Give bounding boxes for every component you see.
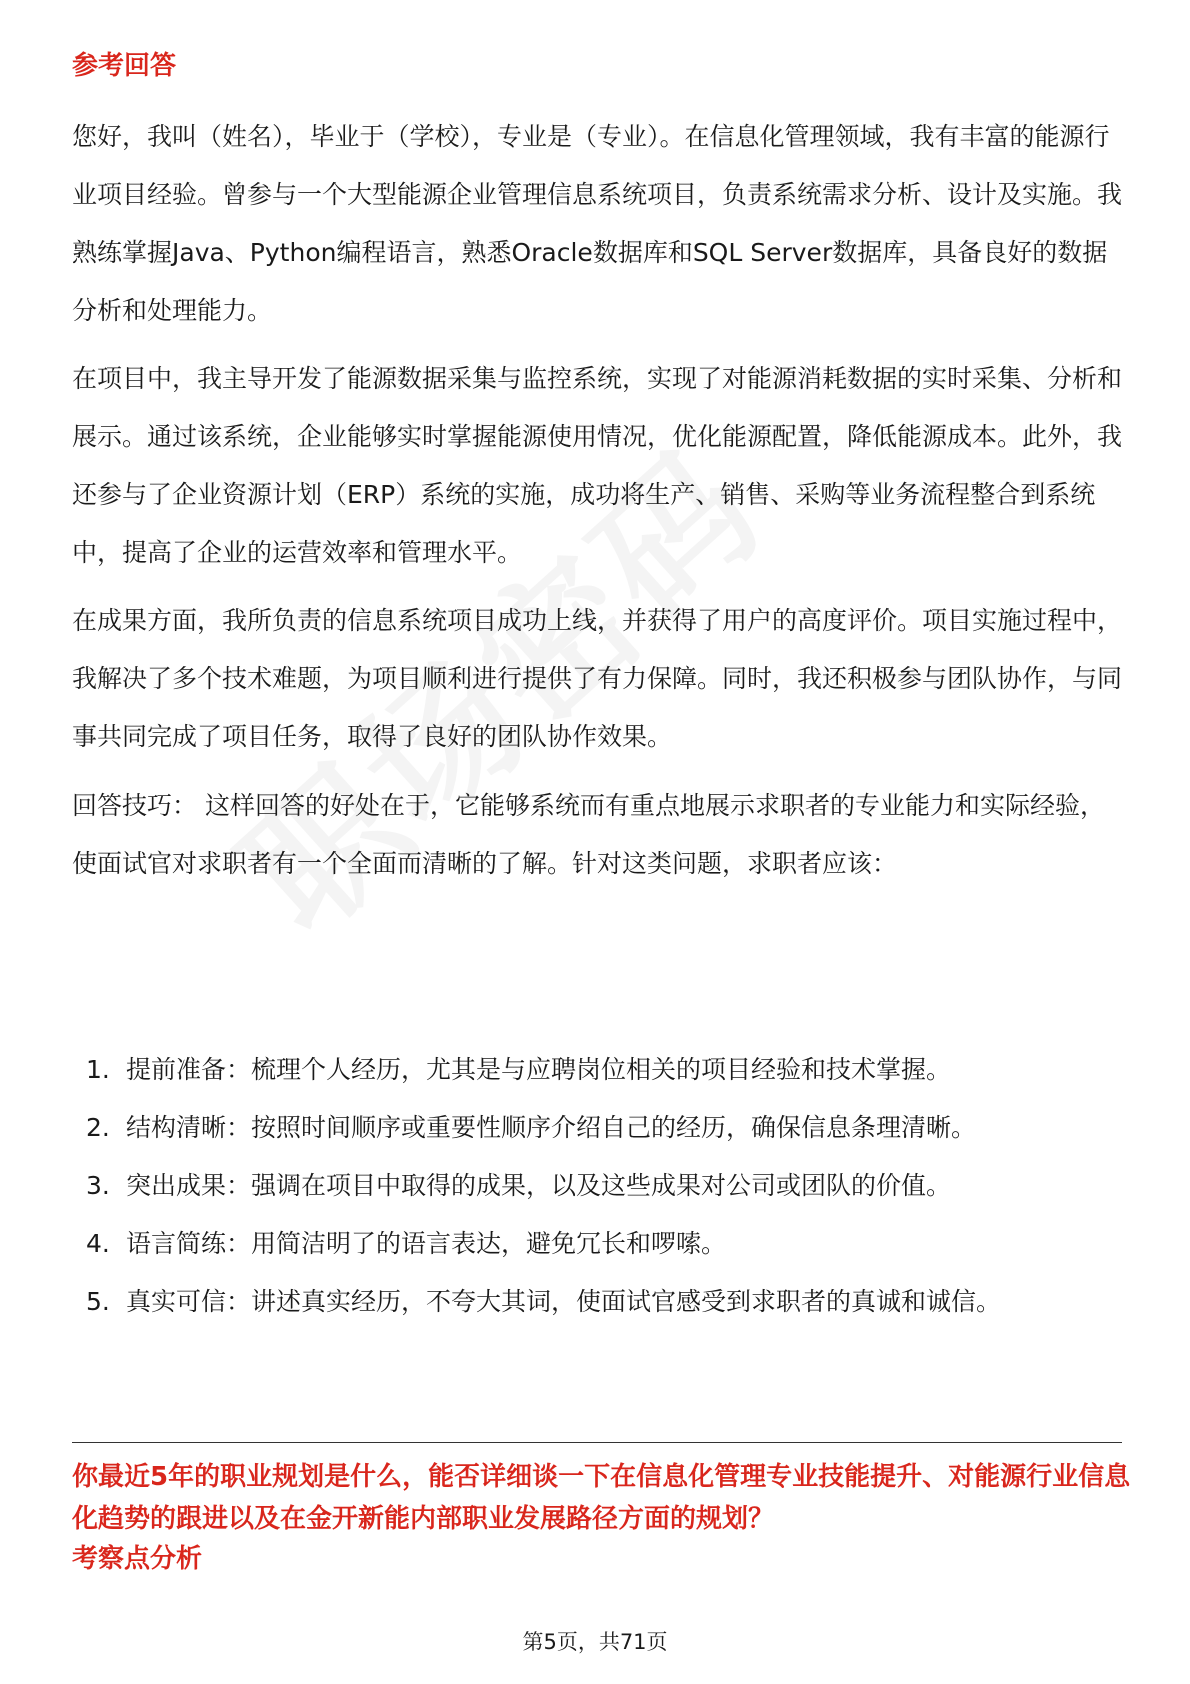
list-item (72, 1041, 1122, 1099)
answer-paragraph-1: 您好，我叫（姓名），毕业于（学校），专业是（专业）。在信息化管理领域，我有丰富的能源行业项目经验。曾参与一个大型能源企业管理信息系统项目，负责系统需求分析、设计及实施。我熟练掌握Java、Python编程语言，熟悉Oracle数据库和SQL Server数据库，具备良好的数据分析和处理能力。 (72, 122, 1123, 325)
answer-paragraph-2: 在项目中，我主导开发了能源数据采集与监控系统，实现了对能源消耗数据的实时采集、分析和展示。通过该系统，企业能够实时掌握能源使用情况，优化能源配置，降低能源成本。此外，我还参与了企业资源计划（ERP）系统的实施，成功将生产、销售、采购等业务流程整合到系统中，提高了企业的运营效率和管理水平。 (72, 364, 1123, 567)
list-item-text: 语言简练：用简洁明了的语言表达，避免冗长和啰嗦。 (126, 1229, 727, 1258)
list-number: 5. (86, 1287, 110, 1316)
list-item-text: 提前准备：梳理个人经历，尤其是与应聘岗位相关的项目经验和技术掌握。 (126, 1055, 952, 1084)
list-item-text: 真实可信：讲述真实经历，不夸大其词，使面试官感受到求职者的真诚和诚信。 (126, 1287, 1002, 1316)
section-divider (72, 1442, 1122, 1443)
list-number: 1. (86, 1055, 110, 1084)
next-question: 你最近5年的职业规划是什么，能否详细谈一下在信息化管理专业技能提升、对能源行业信息化趋势的跟进以及在金开新能内部职业发展路径方面的规划？ (72, 1462, 1131, 1534)
answer-tips-intro: 回答技巧： 这样回答的好处在于，它能够系统而有重点地展示求职者的专业能力和实际经验，使面试官对求职者有一个全面而清晰的了解。针对这类问题，求职者应该： (72, 791, 1105, 878)
list-item (72, 1157, 1122, 1215)
list-item-text: 结构清晰：按照时间顺序或重要性顺序介绍自己的经历，确保信息条理清晰。 (126, 1113, 977, 1142)
answer-paragraph-3: 在成果方面，我所负责的信息系统项目成功上线，并获得了用户的高度评价。项目实施过程中，我解决了多个技术难题，为项目顺利进行提供了有力保障。同时，我还积极参与团队协作，与同事共同完成了项目任务，取得了良好的团队协作效果。 (72, 606, 1123, 751)
tips-list (72, 1041, 1122, 1331)
list-item (72, 1099, 1122, 1157)
reference-answer-heading: 参考回答 (72, 51, 177, 81)
list-number: 3. (86, 1171, 110, 1200)
page-number: 第5页，共71页 (522, 1630, 668, 1654)
list-item (72, 1215, 1122, 1273)
list-number: 2. (86, 1113, 110, 1142)
analysis-heading: 考察点分析 (72, 1544, 203, 1574)
list-item-text: 突出成果：强调在项目中取得的成果，以及这些成果对公司或团队的价值。 (126, 1171, 952, 1200)
list-number: 4. (86, 1229, 110, 1258)
list-item (72, 1273, 1122, 1331)
